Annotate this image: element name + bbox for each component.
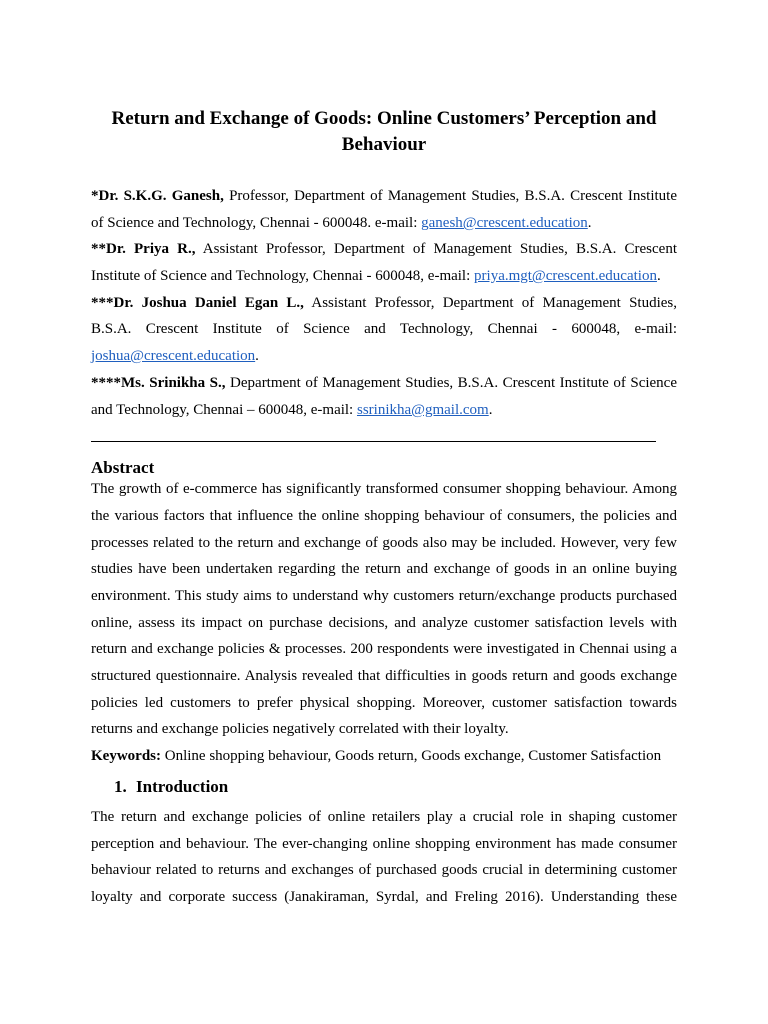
- author-1-email-link[interactable]: ganesh@crescent.education: [421, 215, 588, 231]
- author-3-line-3: [91, 347, 677, 365]
- author-2-email-link[interactable]: priya.mgt@crescent.education: [474, 268, 657, 284]
- intro-line: perception and behaviour. The ever-changing online shopping environment has made consumer: [91, 836, 677, 852]
- author-2-affiliation: Assistant Professor, Department of Management Studies, B.S.A. Crescent: [195, 241, 677, 257]
- author-3-name: ***Dr. Joshua Daniel Egan L.,: [91, 295, 304, 311]
- section-number: 1.: [114, 777, 127, 796]
- section-heading-introduction: [114, 776, 228, 798]
- abstract-line: return and exchange policies & processes. 200 respondents were investigated in Chennai using a: [91, 641, 677, 657]
- author-1-name: *Dr. S.K.G. Ganesh,: [91, 188, 224, 204]
- keywords-line: [91, 747, 677, 765]
- abstract-line: online, assess its impact on purchase decisions, and analyze customer satisfaction levels with: [91, 615, 677, 631]
- author-4-email-link[interactable]: ssrinikha@gmail.com: [356, 402, 489, 418]
- author-1-line-2: [91, 214, 677, 232]
- author-1-affiliation: Professor, Department of Management Studies, B.S.A. Crescent Institute: [223, 188, 678, 204]
- abstract-line: the various factors that influence the online shopping behaviour of consumers, the policies and: [91, 508, 677, 524]
- author-3-line-1: [91, 294, 677, 312]
- author-2-name: **Dr. Priya R.,: [91, 241, 196, 257]
- section-title: Introduction: [136, 777, 229, 796]
- author-1-affiliation-cont: of Science and Technology, Chennai - 600048. e-mail:: [91, 215, 422, 231]
- author-4-affiliation: Department of Management Studies, B.S.A. Crescent Institute of Science: [225, 375, 677, 391]
- abstract-line: processes related to the return and exchange of goods also may be included. However, very few: [91, 535, 677, 551]
- title-line-2: Behaviour: [341, 134, 427, 155]
- author-4-line-2: [91, 401, 677, 419]
- keywords-text: Online shopping behaviour, Goods return, Goods exchange, Customer Satisfaction: [161, 748, 662, 764]
- author-3-affiliation-cont: B.S.A. Crescent Institute of Science and Technology, Chennai - 600048, e-mail:: [91, 321, 677, 337]
- separator-rule: [91, 441, 656, 442]
- author-4-line-1: [91, 374, 677, 392]
- author-1-end: .: [587, 215, 592, 231]
- abstract-line: The growth of e-commerce has significantly transformed consumer shopping behaviour. Among: [91, 481, 677, 497]
- author-3-line-2: [91, 320, 677, 338]
- author-1-line-1: [91, 187, 677, 205]
- author-4-affiliation-cont: and Technology, Chennai – 600048, e-mail:: [91, 402, 357, 418]
- author-2-affiliation-cont: Institute of Science and Technology, Chennai - 600048, e-mail:: [91, 268, 475, 284]
- author-3-email-link[interactable]: joshua@crescent.education: [91, 348, 256, 364]
- author-2-line-2: [91, 267, 677, 285]
- title-line-1: Return and Exchange of Goods: Online Customers’ Perception and: [111, 108, 657, 129]
- author-2-line-1: [91, 240, 677, 258]
- paper-title: [90, 106, 678, 158]
- intro-line: behaviour related to returns and exchanges of purchased goods crucial in determining customer: [91, 862, 677, 878]
- author-2-end: .: [656, 268, 661, 284]
- author-4-end: .: [488, 402, 493, 418]
- abstract-line: studies have been undertaken regarding the return and exchange of goods in an online buying: [91, 561, 677, 577]
- author-3-end: .: [255, 348, 259, 364]
- keywords-label: Keywords:: [91, 748, 161, 764]
- abstract-line: policies led customers to prefer physical shopping. Moreover, customer satisfaction towards: [91, 695, 677, 711]
- abstract-line: environment. This study aims to understand why customers return/exchange products purchased: [91, 588, 677, 604]
- abstract-heading: Abstract: [91, 458, 155, 477]
- intro-line: loyalty and corporate success (Janakiraman, Syrdal, and Freling 2016). Understanding these: [91, 889, 677, 905]
- author-3-affiliation: Assistant Professor, Department of Management Studies,: [303, 295, 677, 311]
- abstract-line: structured questionnaire. Analysis revealed that difficulties in goods return and goods exchange: [91, 668, 677, 684]
- author-4-name: ****Ms. Srinikha S.,: [91, 375, 226, 391]
- intro-line: The return and exchange policies of online retailers play a crucial role in shaping customer: [91, 809, 677, 825]
- abstract-line: returns and exchange policies negatively correlated with their loyalty.: [91, 721, 509, 737]
